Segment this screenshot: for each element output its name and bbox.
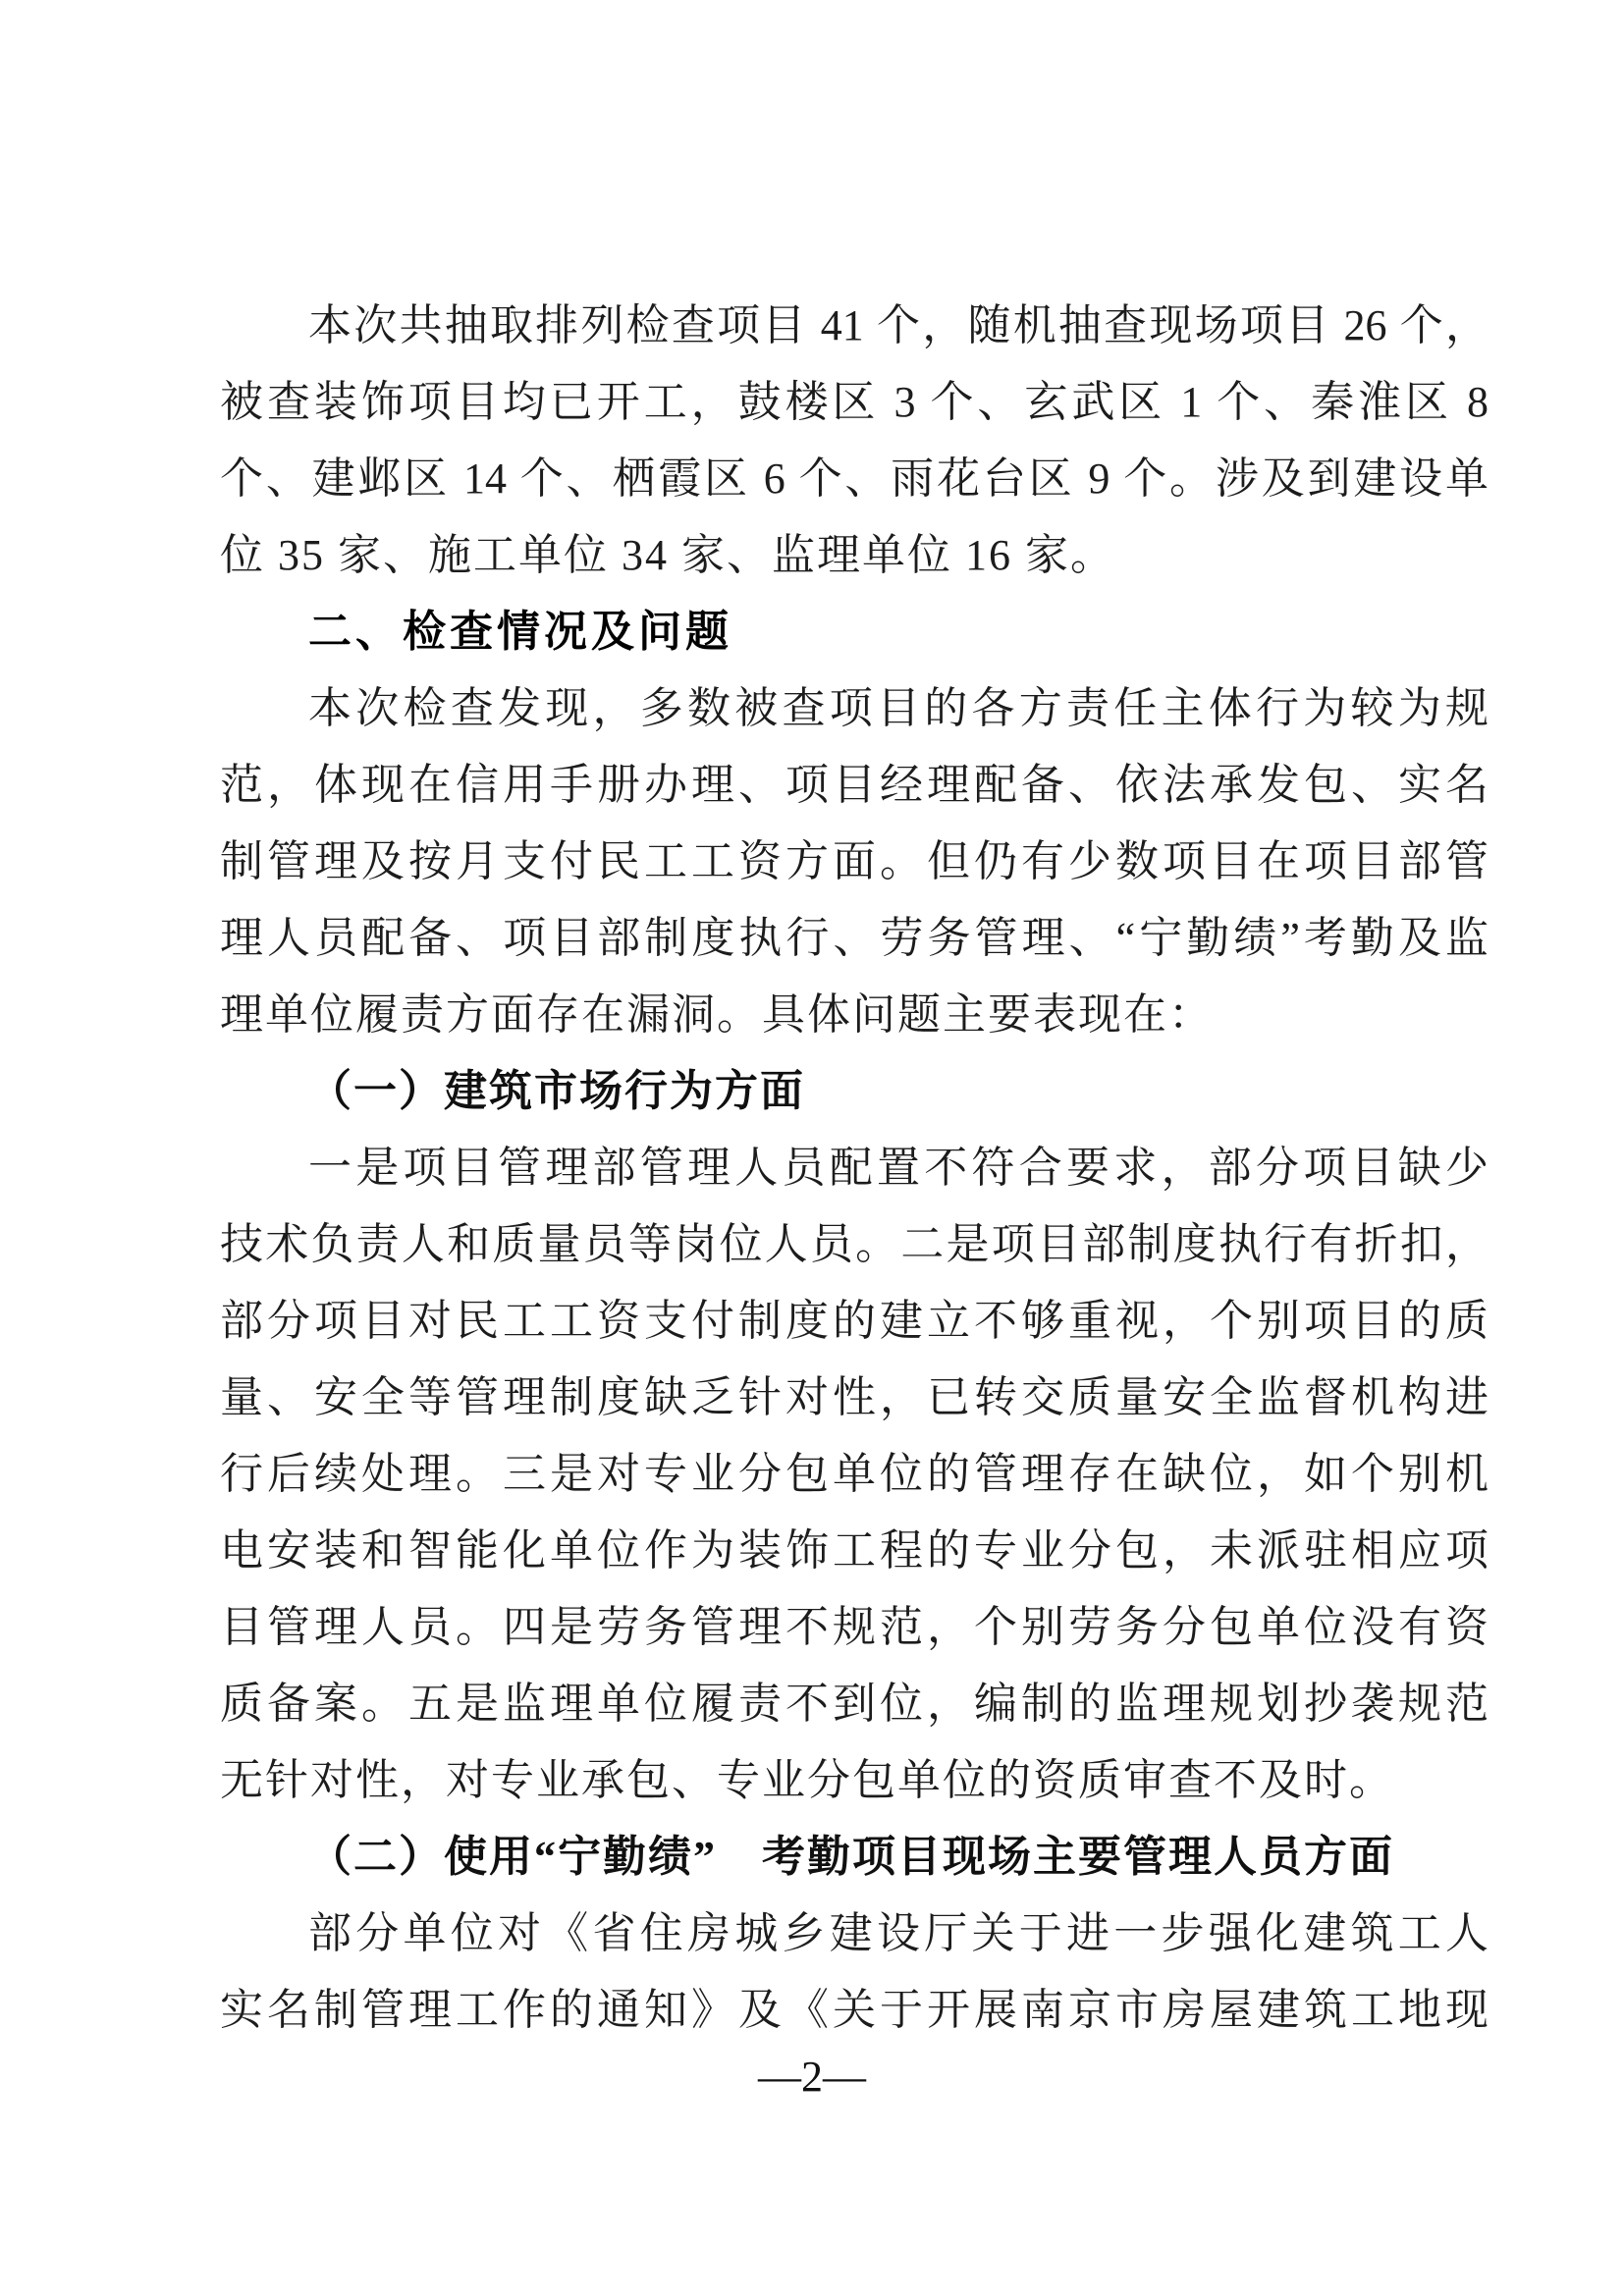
paragraph-line: 理单位履责方面存在漏洞。具体问题主要表现在： — [220, 990, 1214, 1039]
document-body — [220, 288, 1489, 2049]
page-number: —2— — [758, 2053, 866, 2101]
paragraph-line: 范，体现在信用手册办理、项目经理配备、依法承发包、实名 — [220, 761, 1489, 809]
subsection-heading-2: （二）使用“宁勤绩” 考勤项目现场主要管理人员方面 — [308, 1833, 1394, 1881]
paragraph-line: 个、建邺区 14 个、栖霞区 6 个、雨花台区 9 个。涉及到建设单 — [220, 454, 1489, 503]
paragraph-line: 无针对性，对专业承包、专业分包单位的资质审查不及时。 — [220, 1756, 1394, 1804]
paragraph-line: 技术负责人和质量员等岗位人员。二是项目部制度执行有折扣， — [220, 1220, 1489, 1268]
paragraph-line: 本次检查发现，多数被查项目的各方责任主体行为较为规 — [308, 684, 1489, 732]
paragraph-line: 制管理及按月支付民工工资方面。但仍有少数项目在项目部管 — [220, 837, 1489, 885]
paragraph-line: 部分单位对《省住房城乡建设厅关于进一步强化建筑工人 — [308, 1909, 1489, 1957]
paragraph-line: 行后续处理。三是对专业分包单位的管理存在缺位，如个别机 — [220, 1450, 1489, 1498]
section-heading: 二、检查情况及问题 — [308, 608, 732, 656]
subsection-heading-1: （一）建筑市场行为方面 — [308, 1067, 805, 1115]
paragraph-line: 位 35 家、施工单位 34 家、监理单位 16 家。 — [220, 531, 1115, 579]
paragraph-line: 质备案。五是监理单位履责不到位，编制的监理规划抄袭规范 — [220, 1680, 1489, 1728]
paragraph-line: 目管理人员。四是劳务管理不规范，个别劳务分包单位没有资 — [220, 1603, 1489, 1651]
paragraph-line: 实名制管理工作的通知》及《关于开展南京市房屋建筑工地现 — [220, 1986, 1489, 2034]
paragraph-line: 被查装饰项目均已开工，鼓楼区 3 个、玄武区 1 个、秦淮区 8 — [220, 378, 1489, 426]
paragraph-line: 一是项目管理部管理人员配置不符合要求，部分项目缺少 — [308, 1144, 1489, 1192]
paragraph-line: 理人员配备、项目部制度执行、劳务管理、“宁勤绩”考勤及监 — [220, 914, 1489, 962]
paragraph-line: 量、安全等管理制度缺乏针对性，已转交质量安全监督机构进 — [220, 1373, 1489, 1421]
paragraph-line: 本次共抽取排列检查项目 41 个，随机抽查现场项目 26 个， — [308, 301, 1489, 349]
paragraph-line: 部分项目对民工工资支付制度的建立不够重视，个别项目的质 — [220, 1297, 1489, 1345]
paragraph-line: 电安装和智能化单位作为装饰工程的专业分包，未派驻相应项 — [220, 1526, 1489, 1575]
